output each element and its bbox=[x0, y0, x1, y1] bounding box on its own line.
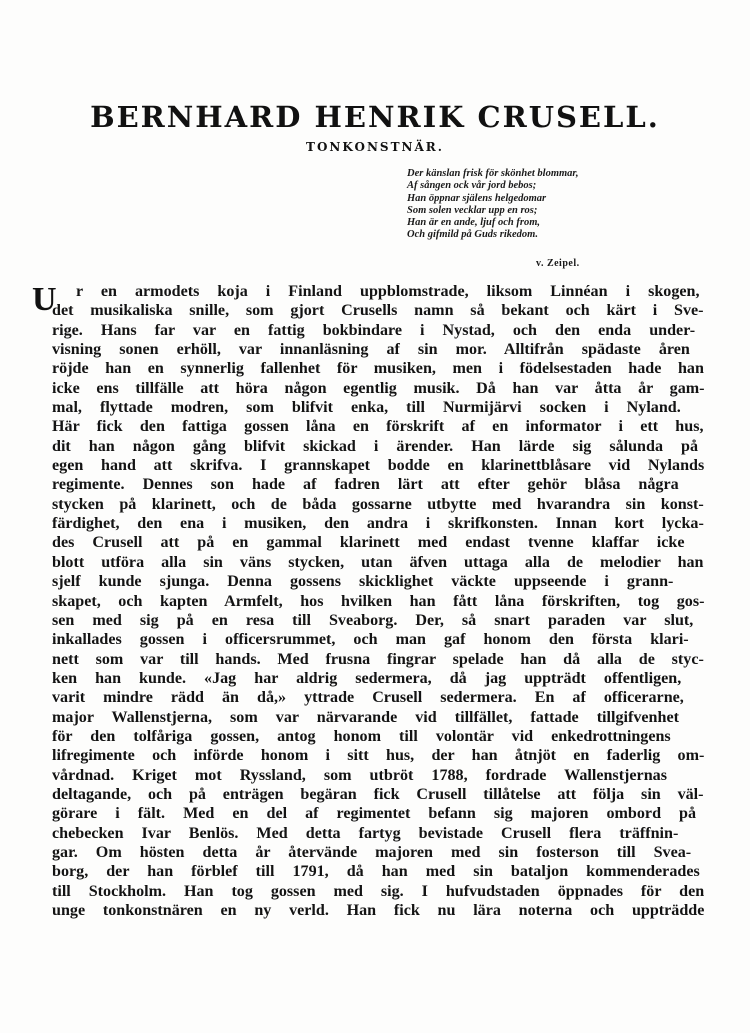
body-line: chebecken Ivar Benlös. Med detta fartyg bevistade Crusell flera träffnin- bbox=[52, 824, 679, 842]
body-line: deltagande, och på enträgen begäran fick Crusell tillåtelse att följa sin väl- bbox=[52, 785, 704, 803]
body-line: sjelf kunde sjunga. Denna gossens skicklighet väckte uppseende i grann- bbox=[52, 573, 674, 591]
body-line: stycken på klarinett, och de båda gossarne utbytte med hvarandra sin konst- bbox=[52, 495, 704, 513]
body-line: varit mindre rädd än då,» yttrade Crusell sedermera. En af officerarne, bbox=[52, 689, 684, 707]
body-line: unge tonkonstnären en ny verld. Han fick nu lära noterna och uppträdde bbox=[52, 902, 705, 919]
epigraph-line: Och gifmild på Guds rikedom. bbox=[407, 229, 538, 241]
epigraph-line: Han öppnar själens helgedomar bbox=[407, 192, 547, 204]
body-line: vårdnad. Kriget mot Ryssland, som utbröt 1788, fordrade Wallenstjernas bbox=[52, 766, 667, 784]
body-line: mal, flyttade modren, som blifvit enka, till Nurmijärvi socken i Nyland. bbox=[52, 399, 681, 417]
body-line: icke ens tillfälle att höra någon egentlig musik. Då han var åtta år gam- bbox=[52, 379, 705, 397]
body-line: skapet, och kapten Armfelt, hos hvilken han fått låna förskriften, tog gos- bbox=[52, 592, 705, 610]
body-line: ken han kunde. «Jag har aldrig sedermera, då jag uppträdt offentligen, bbox=[52, 669, 682, 687]
drop-cap: U bbox=[32, 281, 57, 318]
body-line: rige. Hans far var en fattig bokbindare i Nystad, och den enda under- bbox=[52, 321, 696, 339]
body-line: lifregimente och införde honom i sitt hus, der han åtnjöt en faderlig om- bbox=[52, 747, 705, 765]
body-line: röjde han en synnerlig fallenhet för musiken, men i födelsestaden hade han bbox=[52, 360, 704, 378]
body-line: borg, der han förblef till 1791, då han med sin bataljon kommenderades bbox=[52, 863, 700, 881]
body-line: blott utföra alla sin väns stycken, utan äfven uttaga alla de melodier han bbox=[52, 553, 704, 571]
body-line: major Wallenstjerna, som var närvarande vid tillfället, fattade tillgifvenhet bbox=[52, 708, 679, 726]
epigraph-line: Af sången ock vår jord bebos; bbox=[407, 180, 537, 192]
body-line: dit han någon gång blifvit skickad i ärender. Han lärde sig sålunda på bbox=[52, 437, 699, 455]
epigraph-attribution: v. Zeipel. bbox=[536, 258, 580, 269]
body-line: färdighet, den ena i musiken, den andra i skrifkonsten. Innan kort lycka- bbox=[52, 515, 704, 533]
epigraph-line: Der känslan frisk för skönhet blommar, bbox=[407, 168, 579, 179]
body-line: till Stockholm. Han tog gossen med sig. I hufvudstaden öppnades för den bbox=[52, 882, 705, 900]
body-line: des Crusell att på en gammal klarinett med endast tvenne klaffar icke bbox=[52, 534, 685, 552]
body-text bbox=[52, 282, 704, 920]
epigraph bbox=[407, 168, 637, 242]
body-line: Här fick den fattiga gossen låna en förskrift af en informator i ett hus, bbox=[52, 418, 704, 436]
body-line: nett som var till hands. Med frusna fingrar spelade han då alla de styc- bbox=[52, 650, 704, 668]
body-line: visning sonen erhöll, var innanläsning af sin mor. Alltifrån spädaste åren bbox=[52, 341, 690, 359]
body-line: gar. Om hösten detta år återvände majoren med sin fosterson till Svea- bbox=[52, 843, 692, 861]
body-line: det musikaliska snille, som gjort Crusells namn så bekant och kärt i Sve- bbox=[52, 302, 704, 320]
page-subtitle: TONKONSTNÄR. bbox=[306, 140, 444, 154]
body-line: regimente. Dennes son hade af fadren lärt att efter gehör blåsa några bbox=[52, 476, 679, 494]
body-line: inkallades gossen i officersrummet, och man gaf honom den första klari- bbox=[52, 631, 689, 649]
epigraph-line: Han är en ande, ljuf och from, bbox=[407, 217, 541, 229]
body-line: sen med sig på en resa till Sveaborg. Der, så snart paraden var slut, bbox=[52, 611, 694, 629]
body-line: för den tolfåriga gossen, antog honom till volontär vid enkedrottningens bbox=[52, 727, 671, 745]
body-line: egen hand att skrifva. I grannskapet bodde en klarinettblåsare vid Nylands bbox=[52, 457, 705, 475]
body-line: r en armodets koja i Finland uppblomstrade, liksom Linnéan i skogen, bbox=[76, 283, 700, 300]
epigraph-line: Som solen vecklar upp en ros; bbox=[407, 204, 538, 216]
body-line: görare i fält. Med en del af regimentet befann sig majoren ombord på bbox=[52, 805, 697, 823]
page-title: BERNHARD HENRIK CRUSELL. bbox=[90, 100, 660, 134]
